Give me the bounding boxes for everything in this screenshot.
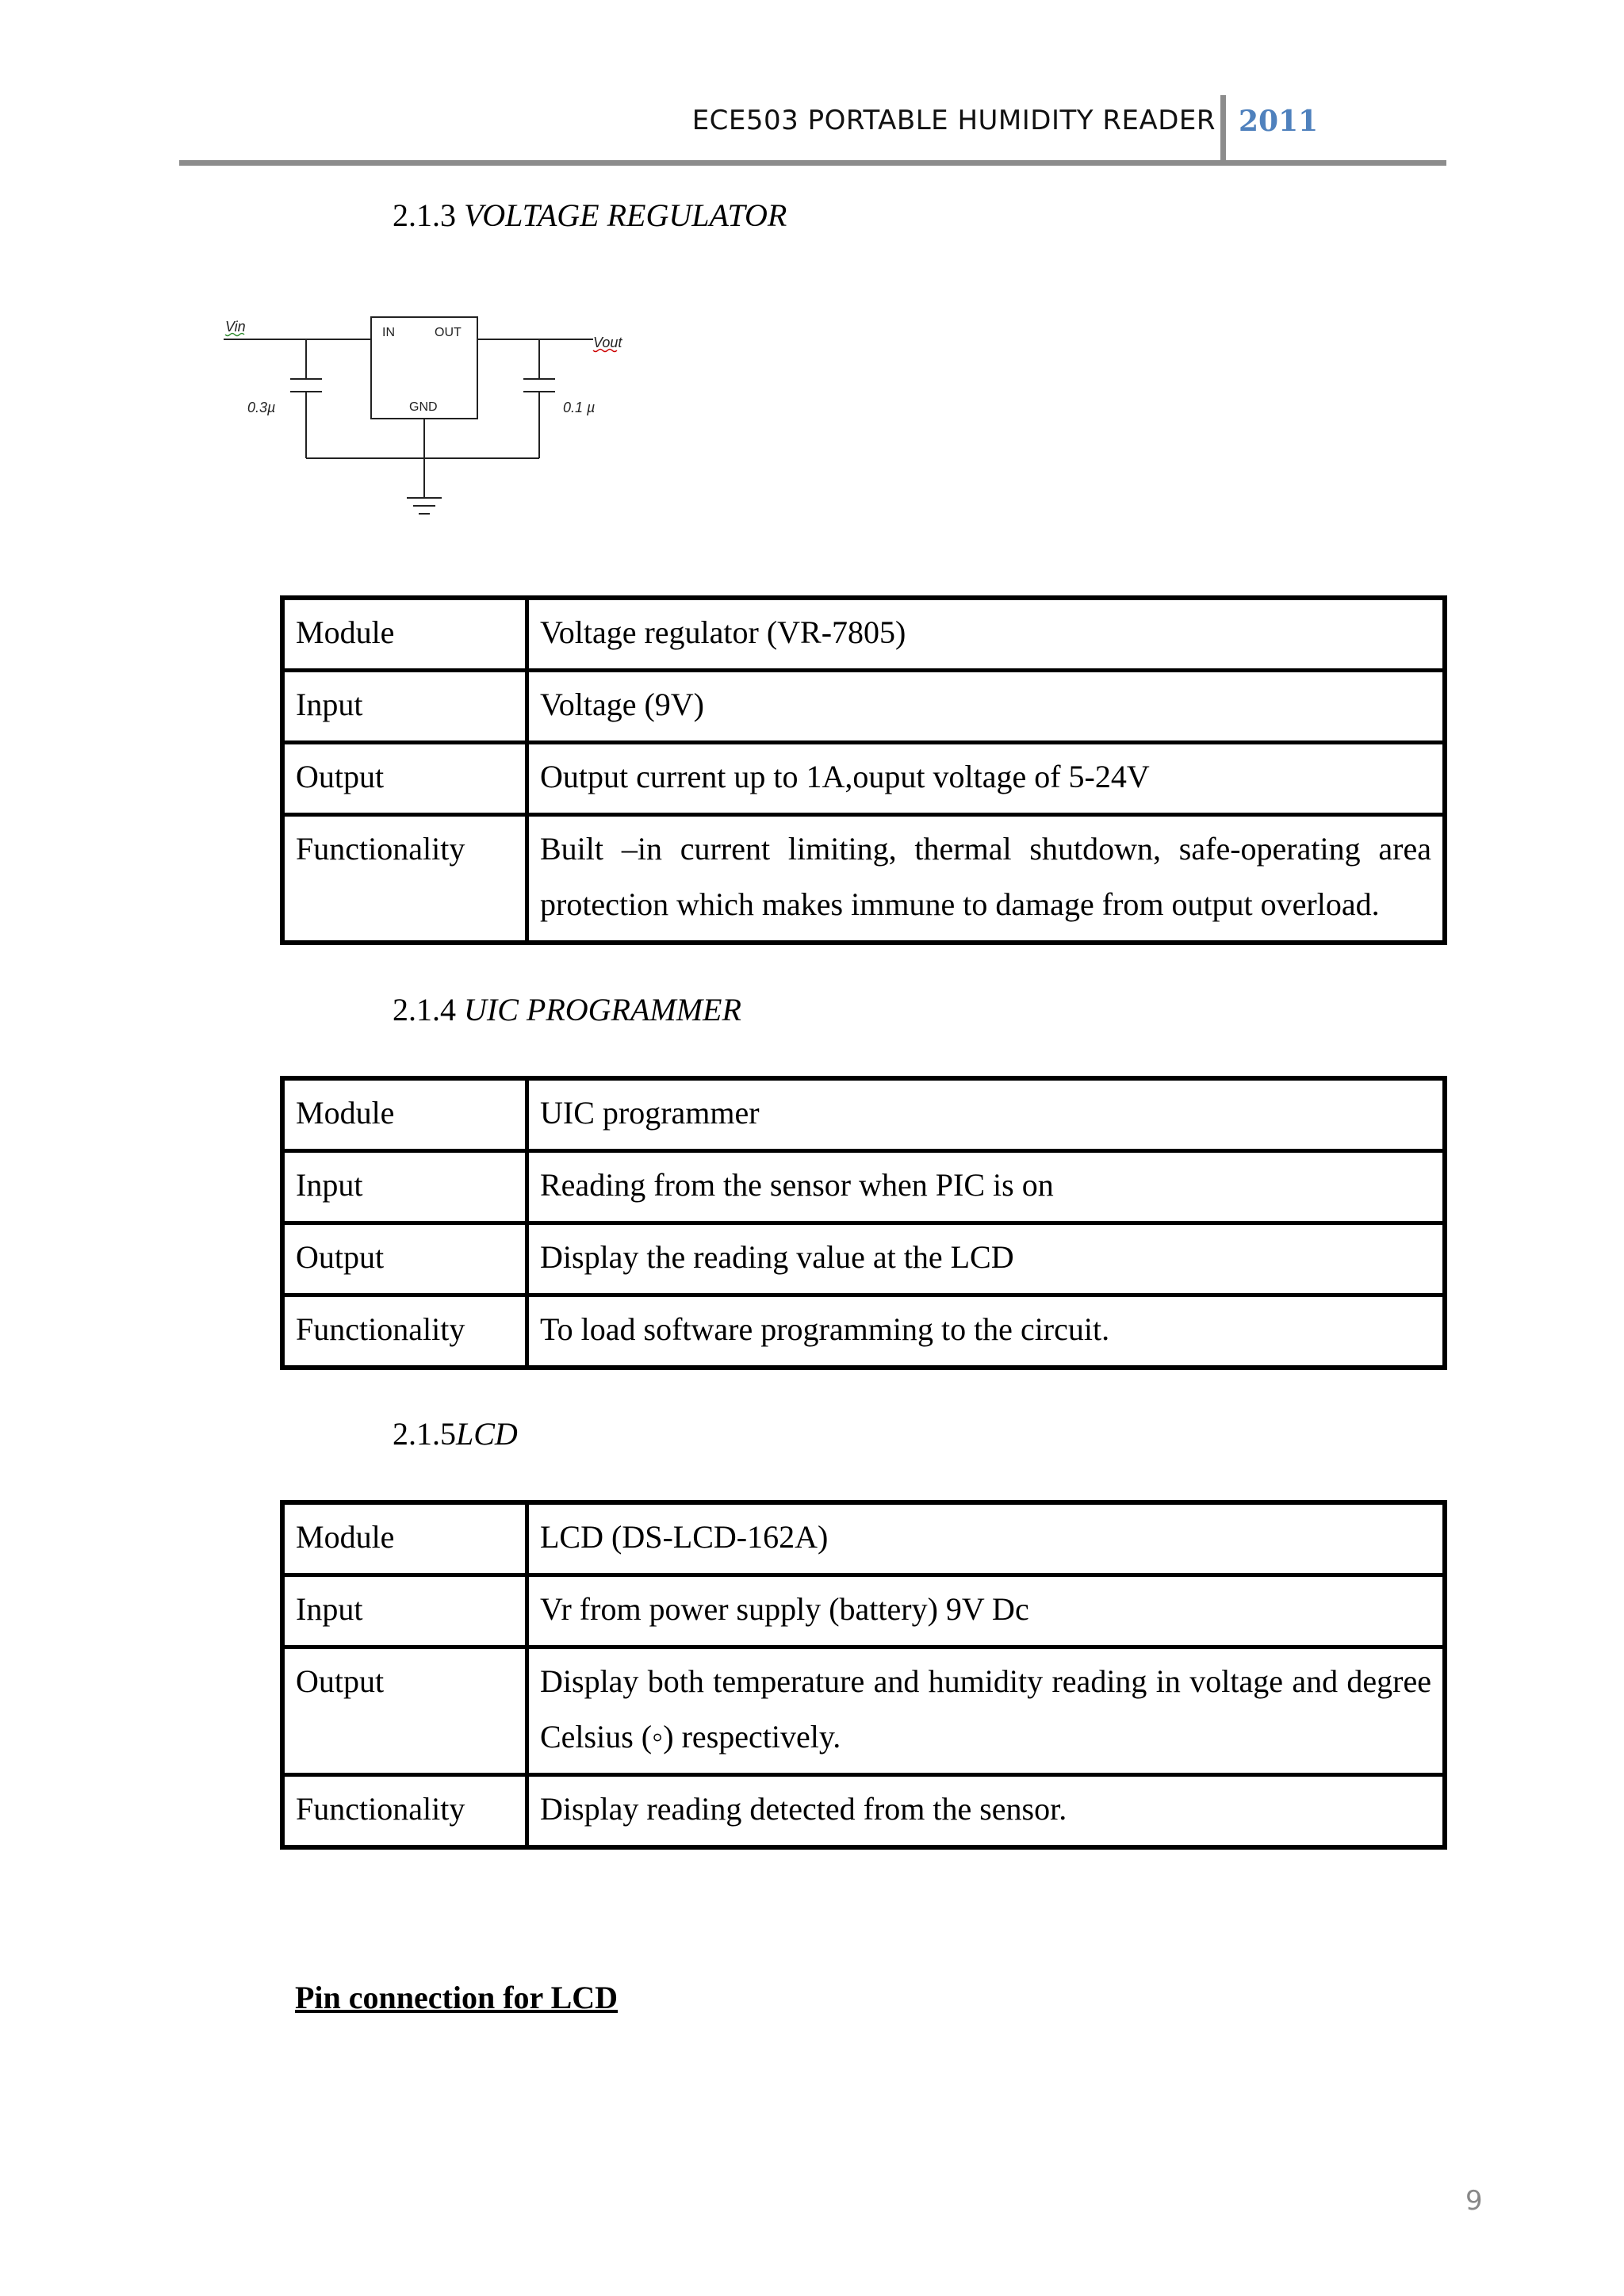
table-cell-label: Output <box>282 1647 527 1775</box>
circuit-label-output-capacitor: 0.1 µ <box>563 400 596 415</box>
voltage-regulator-circuit-diagram <box>214 309 658 539</box>
header-title: ECE503 PORTABLE HUMIDITY READER <box>691 105 1216 136</box>
table-row <box>282 598 1445 671</box>
table-row <box>282 1078 1445 1151</box>
circuit-label-vin: Vin <box>225 319 246 335</box>
table-cell-label: Module <box>282 1502 527 1575</box>
table-row <box>282 1575 1445 1647</box>
section-number: 2.1.5 <box>393 1416 456 1452</box>
table-cell-value: Display the reading value at the LCD <box>527 1223 1446 1295</box>
table-cell-label: Functionality <box>282 815 527 943</box>
table-row <box>282 815 1445 943</box>
table-row <box>282 671 1445 743</box>
table-cell-label: Output <box>282 743 527 815</box>
page-header <box>179 94 1446 166</box>
circuit-label-vout: Vout <box>593 335 622 350</box>
header-year: 2011 <box>1239 105 1319 138</box>
circuit-label-out: OUT <box>435 326 462 339</box>
table-row <box>282 1295 1445 1368</box>
table-cell-value: LCD (DS-LCD-162A) <box>527 1502 1446 1575</box>
table-cell-value: To load software programming to the circuit. <box>527 1295 1446 1368</box>
voltage-regulator-table <box>280 595 1447 945</box>
table-row <box>282 1223 1445 1295</box>
circuit-label-in: IN <box>382 326 395 339</box>
table-row <box>282 1647 1445 1775</box>
header-divider <box>1220 95 1226 160</box>
table-cell-value: Display reading detected from the sensor. <box>527 1775 1446 1848</box>
section-heading-voltage-regulator <box>393 197 787 234</box>
table-row <box>282 743 1445 815</box>
page-number: 9 <box>1465 2185 1483 2217</box>
circuit-label-gnd: GND <box>409 400 438 414</box>
table-cell-value: UIC programmer <box>527 1078 1446 1151</box>
table-row <box>282 1151 1445 1223</box>
circuit-label-input-capacitor: 0.3µ <box>247 400 276 415</box>
section-title: LCD <box>456 1416 518 1452</box>
table-cell-value: Display both temperature and humidity reading in voltage and degree Celsius (◦) respectively. <box>527 1647 1446 1775</box>
table-cell-value: Built –in current limiting, thermal shutdown, safe-operating area protection which makes immune to damage from output overload. <box>527 815 1446 943</box>
table-cell-label: Module <box>282 598 527 671</box>
section-title: VOLTAGE REGULATOR <box>464 197 787 233</box>
lcd-table <box>280 1500 1447 1850</box>
table-cell-label: Input <box>282 1575 527 1647</box>
table-cell-label: Module <box>282 1078 527 1151</box>
section-number: 2.1.3 <box>393 197 456 233</box>
table-cell-label: Output <box>282 1223 527 1295</box>
table-cell-value: Voltage (9V) <box>527 671 1446 743</box>
table-cell-label: Functionality <box>282 1295 527 1368</box>
table-row <box>282 1775 1445 1848</box>
pin-connection-heading: Pin connection for LCD <box>295 1980 619 2015</box>
table-cell-label: Functionality <box>282 1775 527 1848</box>
uic-programmer-table <box>280 1076 1447 1370</box>
section-title: UIC PROGRAMMER <box>464 992 741 1027</box>
table-cell-value: Output current up to 1A,ouput voltage of 5-24V <box>527 743 1446 815</box>
table-cell-value: Voltage regulator (VR-7805) <box>527 598 1446 671</box>
table-cell-value: Reading from the sensor when PIC is on <box>527 1151 1446 1223</box>
section-heading-uic-programmer <box>393 991 741 1028</box>
section-number: 2.1.4 <box>393 992 456 1027</box>
section-heading-lcd <box>393 1415 518 1452</box>
table-cell-value: Vr from power supply (battery) 9V Dc <box>527 1575 1446 1647</box>
table-cell-label: Input <box>282 671 527 743</box>
table-cell-label: Input <box>282 1151 527 1223</box>
table-row <box>282 1502 1445 1575</box>
